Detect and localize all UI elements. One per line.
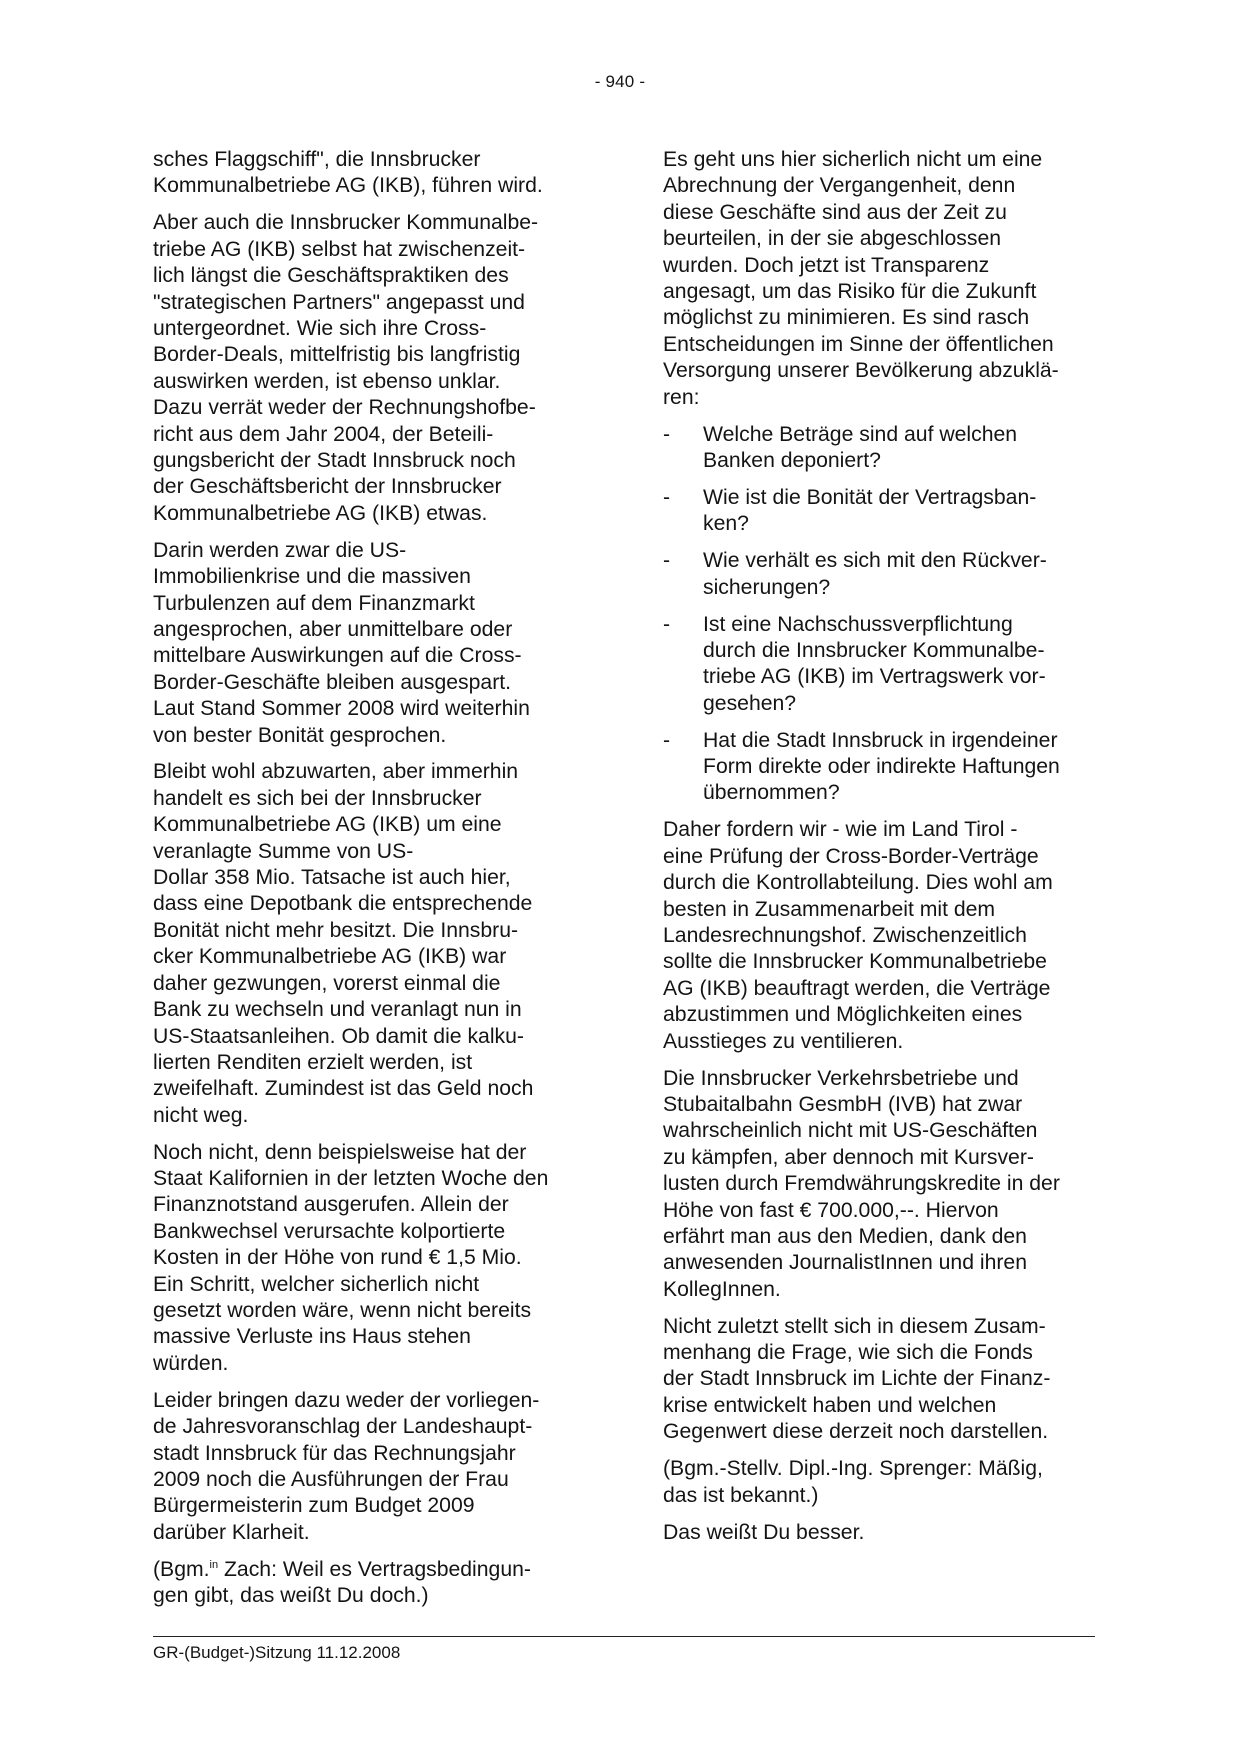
interjection-paragraph: (Bgm.-Stellv. Dipl.-Ing. Sprenger: Mäßig, das ist bekannt.) xyxy=(663,1457,1043,1507)
paragraph: Das weißt Du besser. xyxy=(663,1520,865,1544)
paragraph: sches Flaggschiff", die Innsbrucker Kommunalbetriebe AG (IKB), führen wird. xyxy=(153,148,543,198)
list-item xyxy=(663,422,1105,475)
interjection-paragraph xyxy=(153,1557,595,1610)
list-item-text: Ist eine Nachschussverpflichtung durch die Innsbrucker Kommunalbe- triebe AG (IKB) im Vertragswerk vor- gesehen? xyxy=(703,612,1046,715)
interjection-speaker: (Bgm. xyxy=(153,1557,210,1581)
dash-bullet: - xyxy=(663,485,671,509)
dash-bullet: - xyxy=(663,549,671,573)
list-item-text: Welche Beträge sind auf welchen Banken deponiert? xyxy=(703,422,1018,472)
footer-text: GR-(Budget-)Sitzung 11.12.2008 xyxy=(153,1643,401,1662)
list-item xyxy=(663,728,1105,807)
question-list xyxy=(663,422,1105,807)
superscript: in xyxy=(209,1558,219,1571)
paragraph: Die Innsbrucker Verkehrsbetriebe und Stubaitalbahn GesmbH (IVB) hat zwar wahrscheinlich nicht mit US-Geschäften zu kämpfen, aber dennoch mit Kursver- lusten durch Fremdwährungskredite in der Höhe von fast € 700.000,--. Hiervon erfährt man aus den Medien, dank den anwesenden JournalistInnen und ihren KollegInnen. xyxy=(663,1066,1060,1301)
list-item xyxy=(663,612,1105,718)
list-item-text: Wie ist die Bonität der Vertragsban- ken? xyxy=(703,485,1037,536)
footer-divider xyxy=(153,1636,1095,1637)
paragraph: Bleibt wohl abzuwarten, aber immerhin handelt es sich bei der Innsbrucker Kommunalbetriebe AG (IKB) um eine veranlagte Summe von US- Dollar 358 Mio. Tatsache ist auch hier, dass eine Depotbank die entsprechende Bonität nicht mehr besitzt. Die Innsbru- cker Kommunalbetriebe AG (IKB) war daher gezwungen, vorerst einmal die Bank zu wechseln und veranlagt nun in US-Staatsanleihen. Ob damit die kalku- lierten Renditen erzielt werden, ist zweifelhaft. Zumindest ist das Geld noch nicht weg. xyxy=(153,760,534,1127)
list-item-text: Hat die Stadt Innsbruck in irgendeiner Form direkte oder indirekte Haftungen übernommen? xyxy=(703,728,1060,805)
paragraph: Leider bringen dazu weder der vorliegen- de Jahresvoranschlag der Landeshaupt- stadt Innsbruck für das Rechnungsjahr 2009 noch die Ausführungen der Frau Bürgermeisterin zum Budget 2009 darüber Klarheit. xyxy=(153,1388,540,1544)
interjection-text: Zach: Weil es Vertragsbedingun- gen gibt, das weißt Du doch.) xyxy=(153,1557,531,1608)
page-number: - 940 - xyxy=(594,72,646,91)
list-item-text: Wie verhält es sich mit den Rückver- sicherungen? xyxy=(703,549,1047,599)
left-column xyxy=(153,147,595,1620)
list-item xyxy=(663,548,1105,601)
paragraph: Aber auch die Innsbrucker Kommunalbe- triebe AG (IKB) selbst hat zwischenzeit- lich längst die Geschäftspraktiken des "strategischen Partners" angepasst und untergeordnet. Wie sich ihre Cross- Border-Deals, mittelfristig bis langfristig auswirken werden, ist ebenso unklar. Dazu verrät weder der Rechnungshofbe- richt aus dem Jahr 2004, der Beteili- gungsbericht der Stadt Innsbruck noch der Geschäftsbericht der Innsbrucker Kommunalbetriebe AG (IKB) etwas. xyxy=(153,211,539,525)
paragraph: Noch nicht, denn beispielsweise hat der Staat Kalifornien in der letzten Woche den Finanznotstand ausgerufen. Allein der Bankwechsel verursachte kolportierte Kosten in der Höhe von rund € 1,5 Mio. Ein Schritt, welcher sicherlich nicht gesetzt worden wäre, wenn nicht bereits massive Verluste ins Haus stehen würden. xyxy=(153,1140,549,1375)
list-item xyxy=(663,485,1105,538)
paragraph: Es geht uns hier sicherlich nicht um eine Abrechnung der Vergangenheit, denn diese Geschäfte sind aus der Zeit zu beurteilen, in der sie abgeschlossen wurden. Doch jetzt ist Transparenz angesagt, um das Risiko für die Zukunft möglichst zu minimieren. Es sind rasch Entscheidungen im Sinne der öffentlichen Versorgung unserer Bevölkerung abzuklä- ren: xyxy=(663,148,1059,409)
dash-bullet: - xyxy=(663,422,671,446)
paragraph: Nicht zuletzt stellt sich in diesem Zusam- menhang die Frage, wie sich die Fonds der Stadt Innsbruck im Lichte der Finanz- krise entwickelt haben und welchen Gegenwert diese derzeit noch darstellen. xyxy=(663,1314,1051,1444)
paragraph: Darin werden zwar die US- Immobilienkrise und die massiven Turbulenzen auf dem Finanzmarkt angesprochen, aber unmittelbare oder mittelbare Auswirkungen auf die Cross- Border-Geschäfte bleiben ausgespart. Laut Stand Sommer 2008 wird weiterhin von bester Bonität gesprochen. xyxy=(153,538,530,747)
right-column xyxy=(663,147,1105,1556)
dash-bullet: - xyxy=(663,612,671,636)
paragraph: Daher fordern wir - wie im Land Tirol - eine Prüfung der Cross-Border-Verträge durch die Kontrollabteilung. Dies wohl am besten in Zusammenarbeit mit dem Landesrechnungshof. Zwischenzeitlich sollte die Innsbrucker Kommunalbetriebe AG (IKB) beauftragt werden, die Verträge abzustimmen und Möglichkeiten eines Ausstieges zu ventilieren. xyxy=(663,818,1053,1053)
dash-bullet: - xyxy=(663,728,671,752)
